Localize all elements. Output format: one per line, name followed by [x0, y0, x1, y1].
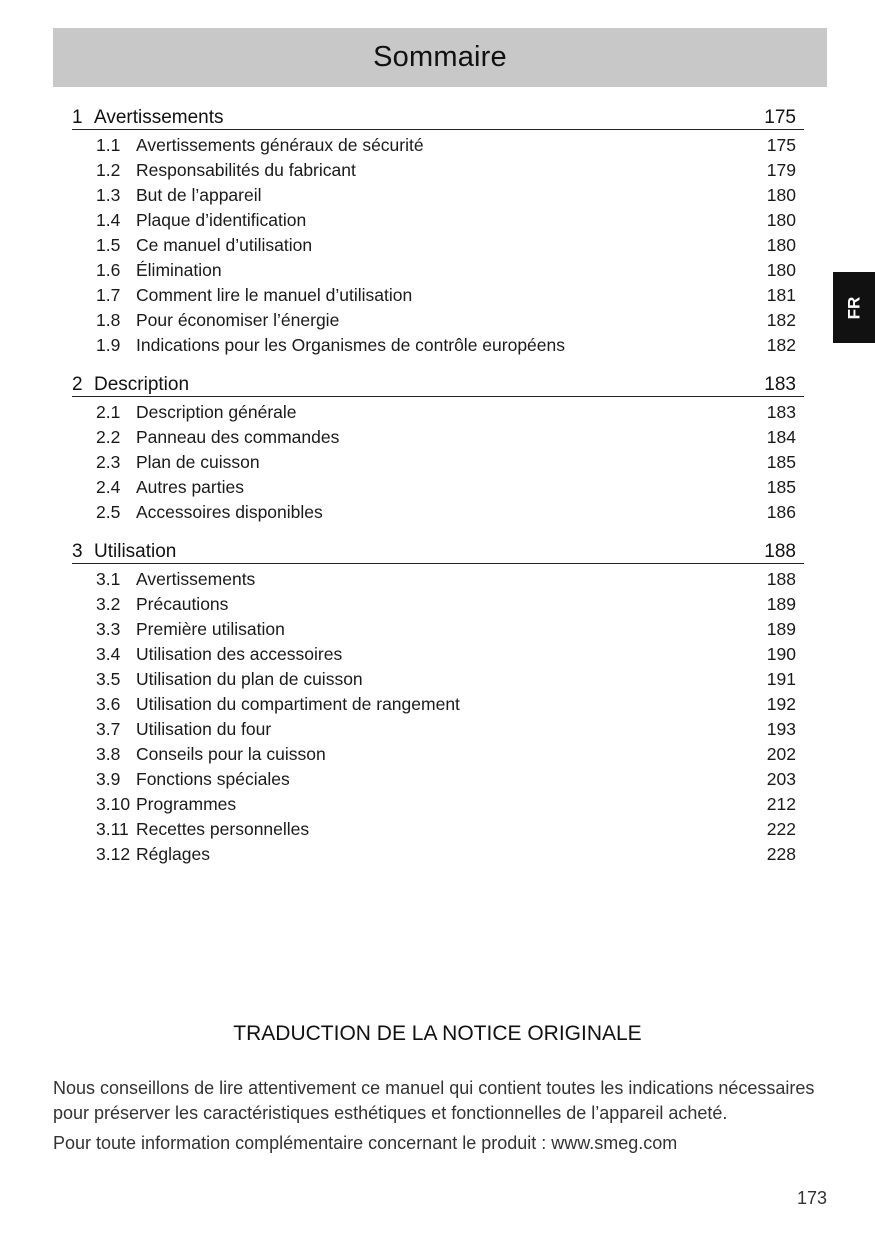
entry-page: 175 — [766, 135, 796, 155]
toc-entry[interactable] — [72, 692, 804, 717]
entry-title: Ce manuel d’utilisation — [136, 235, 313, 255]
entry-number: 2.2 — [96, 427, 121, 447]
toc-entry[interactable] — [72, 183, 804, 208]
entry-number: 3.2 — [96, 594, 121, 614]
entry-number: 3.4 — [96, 644, 121, 664]
toc-section — [72, 535, 804, 867]
entry-number: 1.4 — [96, 210, 121, 230]
toc-section-heading[interactable] — [72, 535, 804, 564]
section-page: 183 — [764, 374, 796, 395]
toc-entry[interactable] — [72, 258, 804, 283]
entry-page: 182 — [766, 335, 796, 355]
toc-entry[interactable] — [72, 158, 804, 183]
entry-number: 3.11 — [96, 819, 129, 839]
entry-page: 190 — [766, 644, 796, 664]
entry-number: 1.1 — [96, 135, 121, 155]
entry-number: 1.2 — [96, 160, 121, 180]
entry-page: 228 — [766, 844, 796, 864]
entry-title: Plaque d’identification — [136, 210, 307, 230]
entry-number: 2.5 — [96, 502, 121, 522]
translation-heading: TRADUCTION DE LA NOTICE ORIGINALE — [233, 1022, 642, 1045]
toc-entry[interactable] — [72, 742, 804, 767]
product-info-paragraph: Pour toute information complémentaire concernant le produit : www.smeg.com — [53, 1133, 678, 1153]
toc-entry[interactable] — [72, 592, 804, 617]
toc-entry[interactable] — [72, 283, 804, 308]
page-title: Sommaire — [373, 41, 507, 73]
entry-title: Élimination — [136, 260, 222, 280]
toc-entry[interactable] — [72, 233, 804, 258]
entry-number: 3.10 — [96, 794, 131, 814]
toc-section — [72, 101, 804, 358]
entry-number: 3.1 — [96, 569, 121, 589]
entry-number: 2.4 — [96, 477, 121, 497]
entry-title: Programmes — [136, 794, 237, 814]
entry-page: 202 — [766, 744, 796, 764]
entry-title: Conseils pour la cuisson — [136, 744, 326, 764]
entry-number: 1.8 — [96, 310, 121, 330]
entry-title: Indications pour les Organismes de contrôle européens — [136, 335, 565, 355]
toc-entry[interactable] — [72, 500, 804, 525]
entry-title: Utilisation du compartiment de rangement — [136, 694, 460, 714]
entry-page: 179 — [766, 160, 796, 180]
entry-page: 182 — [766, 310, 796, 330]
toc-entry[interactable] — [72, 400, 804, 425]
entry-number: 2.3 — [96, 452, 121, 472]
toc-section-heading[interactable] — [72, 368, 804, 397]
entry-title: Réglages — [136, 844, 210, 864]
entry-page: 193 — [766, 719, 796, 739]
entry-page: 180 — [766, 235, 796, 255]
entry-number: 1.5 — [96, 235, 121, 255]
intro-text — [53, 1076, 823, 1161]
entry-title: Comment lire le manuel d’utilisation — [136, 285, 413, 305]
language-label: FR — [843, 296, 863, 319]
entry-page: 184 — [766, 427, 796, 447]
entry-title: Avertissements — [136, 569, 256, 589]
entry-page: 212 — [766, 794, 796, 814]
entry-number: 3.5 — [96, 669, 121, 689]
section-page: 175 — [764, 107, 796, 128]
entry-title: Utilisation des accessoires — [136, 644, 343, 664]
entry-number: 1.3 — [96, 185, 121, 205]
entry-page: 203 — [766, 769, 796, 789]
contents-title-bar — [53, 28, 827, 87]
toc-entry[interactable] — [72, 450, 804, 475]
entry-title: Fonctions spéciales — [136, 769, 290, 789]
entry-page: 189 — [766, 619, 796, 639]
entry-number: 3.3 — [96, 619, 121, 639]
entry-title: Plan de cuisson — [136, 452, 260, 472]
entry-page: 185 — [766, 477, 796, 497]
entry-page: 192 — [766, 694, 796, 714]
entry-number: 3.9 — [96, 769, 121, 789]
entry-title: Responsabilités du fabricant — [136, 160, 356, 180]
entry-number: 1.9 — [96, 335, 121, 355]
entry-page: 185 — [766, 452, 796, 472]
toc-entry[interactable] — [72, 425, 804, 450]
entry-number: 1.6 — [96, 260, 121, 280]
table-of-contents — [72, 101, 804, 877]
toc-entry[interactable] — [72, 642, 804, 667]
entry-page: 191 — [766, 669, 796, 689]
section-page: 188 — [764, 541, 796, 562]
entry-title: Première utilisation — [136, 619, 285, 639]
entry-title: Description générale — [136, 402, 297, 422]
entry-title: Recettes personnelles — [136, 819, 310, 839]
toc-entry[interactable] — [72, 208, 804, 233]
entry-page: 189 — [766, 594, 796, 614]
entry-number: 1.7 — [96, 285, 121, 305]
toc-entry[interactable] — [72, 667, 804, 692]
entry-title: Utilisation du four — [136, 719, 272, 739]
entry-title: Pour économiser l’énergie — [136, 310, 340, 330]
toc-entry[interactable] — [72, 767, 804, 792]
entry-number: 2.1 — [96, 402, 121, 422]
language-tab — [833, 272, 875, 343]
entry-title: Précautions — [136, 594, 229, 614]
entry-number: 3.7 — [96, 719, 121, 739]
section-number: 1 — [72, 107, 83, 128]
entry-page: 181 — [766, 285, 796, 305]
section-title: Utilisation — [94, 541, 177, 562]
toc-entry[interactable] — [72, 333, 804, 358]
entry-number: 3.6 — [96, 694, 121, 714]
toc-entry[interactable] — [72, 617, 804, 642]
entry-title: But de l’appareil — [136, 185, 262, 205]
section-title: Avertissements — [94, 107, 224, 128]
entry-title: Avertissements généraux de sécurité — [136, 135, 424, 155]
section-number: 2 — [72, 374, 83, 395]
entry-title: Utilisation du plan de cuisson — [136, 669, 363, 689]
entry-page: 186 — [766, 502, 796, 522]
section-title: Description — [94, 374, 190, 395]
entry-number: 3.8 — [96, 744, 121, 764]
toc-entry[interactable] — [72, 133, 804, 158]
toc-section-heading[interactable] — [72, 101, 804, 130]
toc-section — [72, 368, 804, 525]
entry-number: 3.12 — [96, 844, 131, 864]
toc-entry[interactable] — [72, 567, 804, 592]
toc-entry[interactable] — [72, 842, 804, 867]
intro-paragraph: Nous conseillons de lire attentivement ce manuel qui contient toutes les indications nécessaires pour préserver les caractéristiques esthétiques et fonctionnelles de l’appareil acheté. — [53, 1078, 815, 1123]
entry-page: 180 — [766, 210, 796, 230]
toc-entry[interactable] — [72, 717, 804, 742]
entry-page: 180 — [766, 185, 796, 205]
entry-page: 183 — [766, 402, 796, 422]
entry-title: Panneau des commandes — [136, 427, 340, 447]
toc-entry[interactable] — [72, 475, 804, 500]
page-number: 173 — [796, 1188, 827, 1208]
section-number: 3 — [72, 541, 83, 562]
entry-title: Accessoires disponibles — [136, 502, 323, 522]
entry-page: 188 — [766, 569, 796, 589]
toc-entry[interactable] — [72, 817, 804, 842]
entry-page: 180 — [766, 260, 796, 280]
entry-title: Autres parties — [136, 477, 244, 497]
entry-page: 222 — [766, 819, 796, 839]
toc-entry[interactable] — [72, 308, 804, 333]
toc-entry[interactable] — [72, 792, 804, 817]
